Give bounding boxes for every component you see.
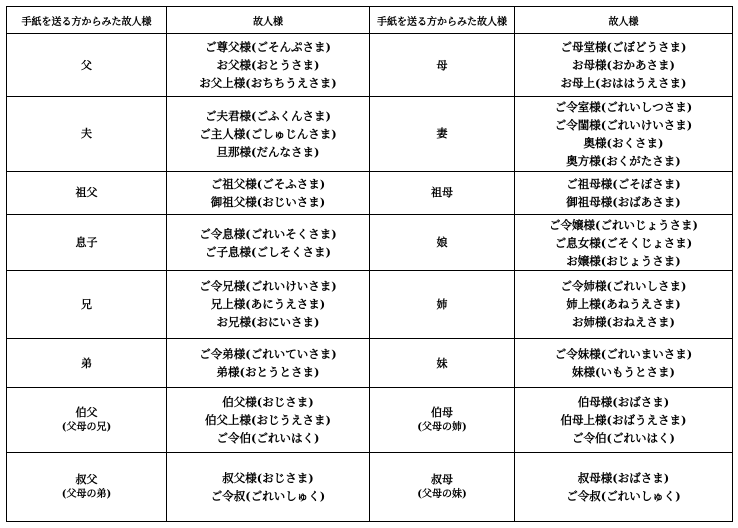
honorific-term: ご令伯(ごれいはく): [572, 431, 675, 446]
honorific-term: お母上(おははうえさま): [560, 76, 687, 91]
honorific-term: 奥様(おくさま): [583, 135, 664, 150]
right-relation-label: 妻: [436, 127, 448, 141]
left-relation-note: (父母の弟): [61, 488, 112, 500]
honorific-term: ご尊父様(ごそんぷさま): [205, 40, 331, 55]
left-relation-label: 弟: [81, 356, 92, 370]
honorific-term: 御祖母様(おばあさま): [566, 194, 681, 209]
right-relation-note: (父母の妹): [417, 488, 467, 500]
left-relation-label: 兄: [81, 297, 92, 311]
honorific-term: 叔父様(おじさま): [222, 470, 314, 485]
right-honorifics-cell: [515, 388, 733, 452]
left-honorifics-cell: [167, 271, 370, 338]
honorific-term: 弟様(おとうとさま): [216, 365, 320, 380]
right-honorifics-cell: [515, 171, 733, 215]
right-honorifics-cell: [515, 338, 733, 388]
honorific-term: 兄上様(あにうえさま): [210, 297, 326, 312]
honorific-term: 叔母様(おばさま): [577, 470, 670, 485]
left-relation-label: 伯父: [75, 406, 98, 420]
honorific-term: 御祖父様(おじいさま): [210, 194, 326, 209]
left-honorifics-cell: [167, 452, 370, 521]
left-relation-label: 息子: [75, 236, 98, 250]
left-relation-label: 父: [81, 58, 92, 72]
left-relation-cell: [7, 452, 167, 521]
left-honorifics-cell: [167, 34, 370, 97]
header-relation-left: 手紙を送る方からみた故人様: [7, 7, 167, 34]
right-relation-cell: [370, 338, 515, 388]
right-honorifics-cell: [515, 452, 733, 521]
header-deceased-left: 故人様: [167, 7, 370, 34]
honorific-term: お姉様(おねえさま): [572, 315, 675, 330]
left-honorifics-cell: [167, 388, 370, 452]
honorific-term: ご令姉様(ごれいしさま): [560, 279, 687, 294]
right-relation-cell: [370, 97, 515, 171]
honorific-term: お嬢様(おじょうさま): [566, 253, 681, 268]
right-honorifics-cell: [515, 271, 733, 338]
honorific-term: ご令室様(ごれいしつさま): [554, 99, 693, 114]
honorific-term: 妹様(いもうとさま): [572, 365, 675, 380]
honorific-table: [6, 6, 733, 522]
table-row: [7, 34, 733, 97]
honorific-term: ご令閨様(ごれいけいさま): [554, 117, 693, 132]
table-row: [7, 338, 733, 388]
left-honorifics-cell: [167, 171, 370, 215]
honorific-term: お兄様(おにいさま): [216, 315, 320, 330]
left-relation-label: 夫: [81, 127, 92, 141]
right-honorifics-cell: [515, 34, 733, 97]
left-relation-cell: [7, 271, 167, 338]
left-relation-label: 祖父: [75, 186, 98, 200]
honorific-term: ご祖母様(ごそぼさま): [566, 176, 681, 191]
left-honorifics-cell: [167, 97, 370, 171]
honorific-term: ご令息様(ごれいそくさま): [199, 226, 337, 241]
left-relation-cell: [7, 34, 167, 97]
table-row: [7, 215, 733, 271]
honorific-table-container: [6, 6, 732, 522]
right-relation-cell: [370, 34, 515, 97]
honorific-term: 伯父様(おじさま): [222, 395, 314, 410]
right-honorifics-cell: [515, 97, 733, 171]
right-relation-label: 娘: [436, 236, 448, 250]
header-relation-right: 手紙を送る方からみた故人様: [370, 7, 515, 34]
left-relation-cell: [7, 215, 167, 271]
honorific-term: お父上様(おちちうえさま): [199, 76, 337, 91]
honorific-term: 伯父上様(おじうえさま): [205, 413, 331, 428]
honorific-term: ご令弟様(ごれいていさま): [199, 347, 337, 362]
left-relation-note: (父母の兄): [61, 422, 112, 434]
honorific-term: ご子息様(ごしそくさま): [205, 244, 331, 259]
left-honorifics-cell: [167, 215, 370, 271]
right-relation-cell: [370, 271, 515, 338]
left-honorifics-cell: [167, 338, 370, 388]
right-relation-label: 祖母: [431, 186, 453, 200]
table-row: [7, 388, 733, 452]
right-relation-cell: [370, 215, 515, 271]
table-row: [7, 171, 733, 215]
right-relation-note: (父母の姉): [417, 422, 467, 434]
table-row: [7, 97, 733, 171]
header-deceased-right: 故人様: [515, 7, 733, 34]
right-relation-cell: [370, 452, 515, 521]
table-row: [7, 271, 733, 338]
right-relation-label: 姉: [436, 297, 448, 311]
honorific-term: ご令嬢様(ごれいじょうさま): [549, 217, 698, 232]
honorific-term: ご令兄様(ごれいけいさま): [199, 279, 337, 294]
honorific-term: 姉上様(あねうえさま): [566, 297, 681, 312]
honorific-term: 旦那様(だんなさま): [216, 144, 320, 159]
honorific-term: お母様(おかあさま): [572, 58, 675, 73]
honorific-term: 伯母様(おばさま): [577, 395, 670, 410]
table-row: [7, 452, 733, 521]
header-row: [7, 7, 733, 34]
honorific-term: ご令叔(ごれいしゅく): [210, 488, 326, 503]
honorific-term: お父様(おとうさま): [216, 58, 320, 73]
honorific-term: 奥方様(おくがたさま): [566, 153, 681, 168]
right-relation-label: 母: [436, 58, 448, 72]
honorific-term: ご令伯(ごれいはく): [216, 431, 320, 446]
right-relation-cell: [370, 171, 515, 215]
right-relation-label: 叔母: [431, 472, 453, 486]
honorific-term: ご令叔(ごれいしゅく): [566, 488, 681, 503]
left-relation-label: 叔父: [75, 472, 98, 486]
left-relation-cell: [7, 338, 167, 388]
honorific-term: ご祖父様(ごそふさま): [210, 176, 326, 191]
right-relation-label: 妹: [436, 356, 448, 370]
honorific-term: ご息女様(ごそくじょさま): [554, 235, 693, 250]
honorific-term: ご主人様(ごしゅじんさま): [199, 126, 337, 141]
right-honorifics-cell: [515, 215, 733, 271]
left-relation-cell: [7, 388, 167, 452]
right-relation-label: 伯母: [431, 406, 453, 420]
honorific-term: 伯母上様(おばうえさま): [560, 413, 687, 428]
table-body: [7, 34, 733, 522]
honorific-term: ご令妹様(ごれいまいさま): [554, 347, 693, 362]
honorific-term: ご母堂様(ごぼどうさま): [560, 40, 687, 55]
left-relation-cell: [7, 97, 167, 171]
honorific-term: ご夫君様(ごふくんさま): [205, 108, 331, 123]
left-relation-cell: [7, 171, 167, 215]
right-relation-cell: [370, 388, 515, 452]
